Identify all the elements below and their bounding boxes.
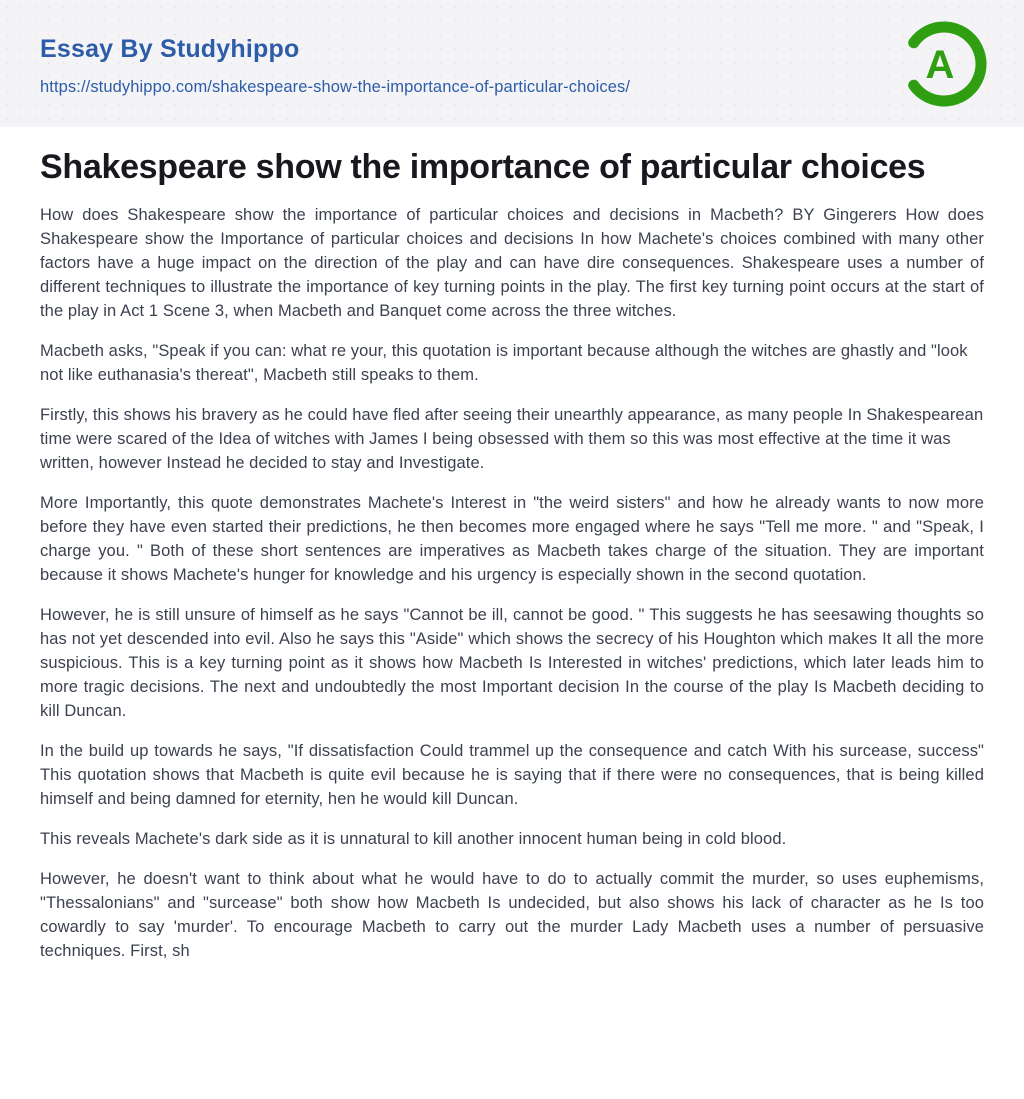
essay-paragraph-1: How does Shakespeare show the importance of particular choices and decisions in Macbeth? BY Gingerers How does Shakespeare show the Importance of particular choices and decisions In how Machete's choices combined with many other factors have a huge impact on the direction of the play and can have dire consequences. Shakespeare uses a number of different techniques to illustrate the importance of key turning points in the play. The first key turning point occurs at the start of the play in Act 1 Scene 3, when Macbeth and Banquet come across the three witches. (40, 206, 984, 320)
header-text-block (40, 0, 630, 97)
essay-title: Shakespeare show the importance of particular choices (40, 148, 926, 186)
essay-content (0, 149, 1024, 963)
essay-url-link[interactable]: https://studyhippo.com/shakespeare-show-the-importance-of-particular-choices/ (40, 77, 631, 96)
studyhippo-logo (900, 20, 988, 108)
essay-paragraph-7: This reveals Machete's dark side as it is unnatural to kill another innocent human being in cold blood. (40, 830, 787, 848)
essay-paragraph-5: However, he is still unsure of himself as he says "Cannot be ill, cannot be good. " This suggests he has seesawing thoughts so has not yet descended into evil. Also he says this "Aside" which shows the secrecy of his Houghton which makes It all the more suspicious. This is a key turning point as it shows how Macbeth Is Interested in witches' predictions, which later leads him to more tragic decisions. The next and undoubtedly the most Important decision In the course of the play Is Macbeth deciding to kill Duncan. (40, 606, 984, 720)
essay-paragraph-3: Firstly, this shows his bravery as he could have fled after seeing their unearthly appearance, as many people In Shakespearean time were scared of the Idea of witches with James I being obsessed with them so this was most effective at the time it was written, however Instead he decided to stay and Investigate. (40, 406, 984, 472)
page-header (0, 0, 1024, 127)
essay-paragraph-8: However, he doesn't want to think about what he would have to do to actually commit the murder, so uses euphemisms, "Thessalonians" and "surcease" both show how Macbeth Is undecided, but also shows his lack of character as he Is too cowardly to say 'murder'. To encourage Macbeth to carry out the murder Lady Macbeth uses a number of persuasive techniques. First, sh (40, 870, 984, 960)
site-title: Essay By Studyhippo (40, 35, 300, 63)
essay-paragraph-4: More Importantly, this quote demonstrates Machete's Interest in "the weird sisters" and how he already wants to now more before they have even started their predictions, he then becomes more engaged where he says "Tell me more. " and "Speak, I charge you. " Both of these short sentences are imperatives as Macbeth takes charge of the situation. They are important because it shows Machete's hunger for knowledge and his urgency is especially shown in the second quotation. (40, 494, 984, 584)
essay-paragraph-2: Macbeth asks, "Speak if you can: what re your, this quotation is important because although the witches are ghastly and "look not like euthanasia's thereat", Macbeth still speaks to them. (40, 342, 968, 384)
essay-paragraph-6: In the build up towards he says, "If dissatisfaction Could trammel up the consequence and catch With his surcease, success" This quotation shows that Macbeth is quite evil because he is saying that if there were no consequences, that is being killed himself and being damned for eternity, hen he would kill Duncan. (40, 742, 984, 808)
logo-letter: A (925, 43, 955, 87)
logo-a-icon (900, 20, 988, 108)
